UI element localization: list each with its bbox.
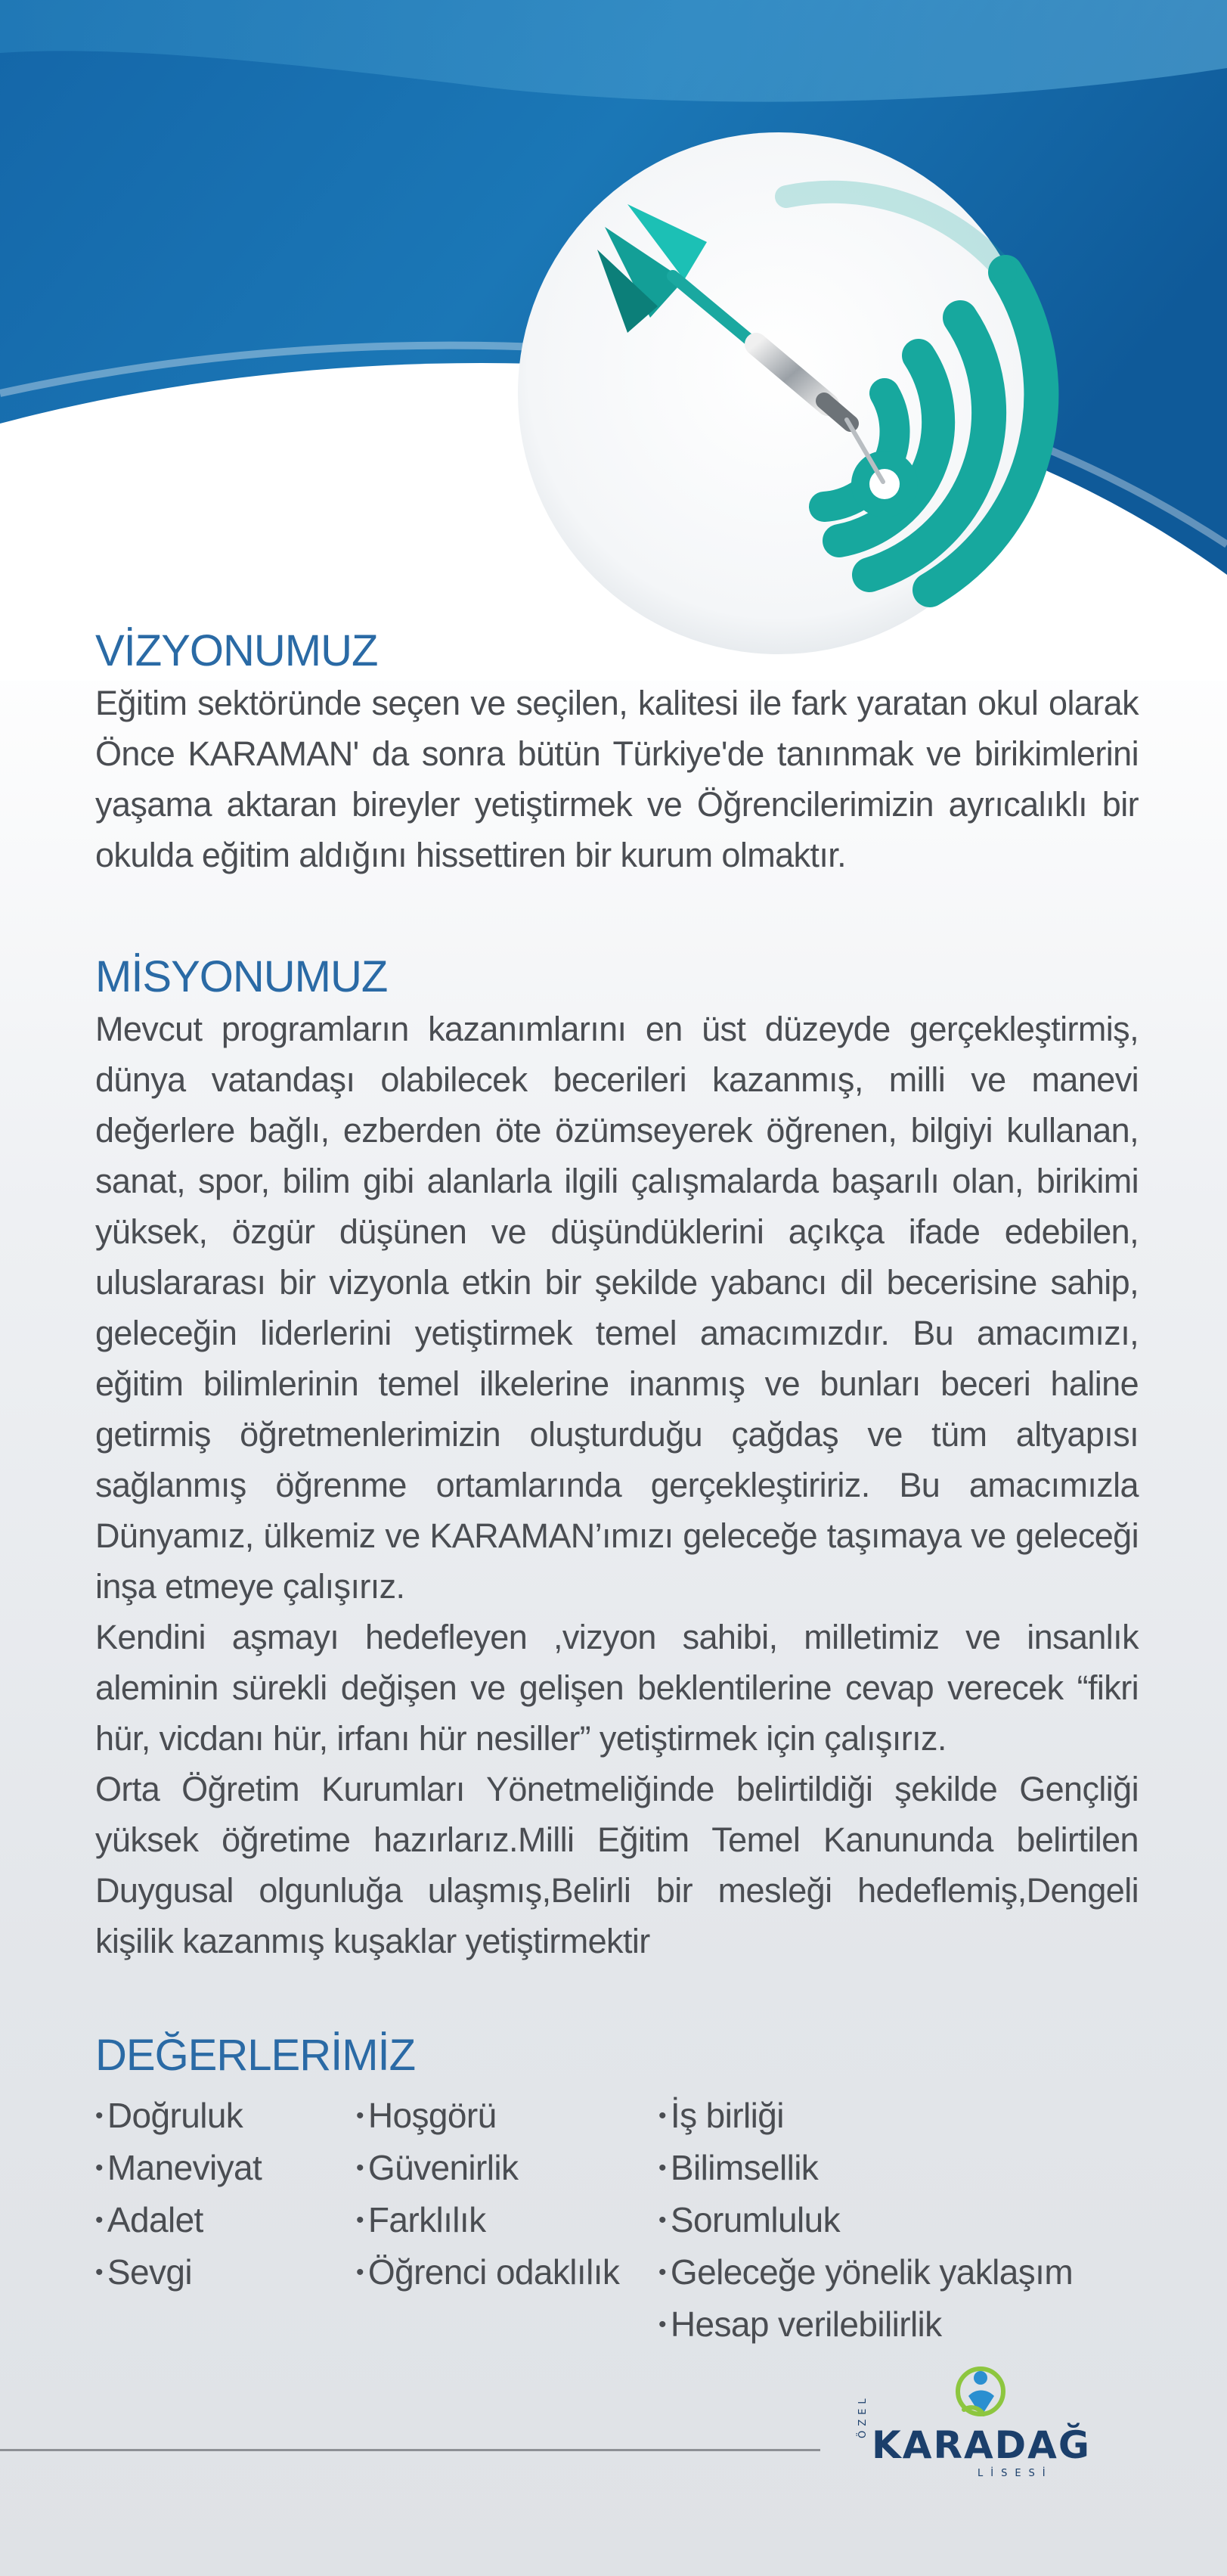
value-item	[95, 2142, 262, 2194]
value-item	[95, 2194, 262, 2246]
logo-bottom-text: LİSESİ	[978, 2468, 1053, 2479]
bullet-icon: •	[95, 2260, 103, 2285]
footer-divider	[0, 2449, 820, 2451]
bullet-icon: •	[658, 2208, 666, 2233]
value-label: Öğrenci odaklılık	[367, 2252, 620, 2292]
bullet-icon: •	[95, 2103, 103, 2128]
mission-paragraph-3: Orta Öğretim Kurumları Yönetmeliğinde belirtildiği şekilde Gençliği yüksek öğretime hazırlarız.Milli Eğitim Temel Kanununda belirtilen Duygusal olgunluğa ulaşmış,Belirli bir mesleği hedeflemiş,Dengeli kişilik kazanmış kuşaklar yetiştirmektir	[95, 1770, 1139, 1960]
header-banner	[0, 0, 1227, 681]
values-section	[95, 2029, 1139, 2344]
values-title: DEĞERLERİMİZ	[95, 2031, 416, 2080]
value-label: Hesap verilebilirlik	[670, 2304, 942, 2344]
value-label: İş birliği	[670, 2096, 784, 2135]
value-label: Adalet	[107, 2200, 203, 2239]
value-label: Sorumluluk	[670, 2200, 840, 2239]
mission-section	[95, 951, 1139, 1966]
value-label: Geleceğe yönelik yaklaşım	[670, 2252, 1074, 2292]
value-item	[95, 2246, 262, 2298]
value-label: Maneviyat	[107, 2148, 262, 2187]
dart-target-icon	[518, 132, 1041, 654]
values-list	[95, 2090, 1139, 2344]
bullet-icon: •	[356, 2208, 364, 2233]
logo-name: KARADAĞ	[872, 2423, 1091, 2467]
mission-text	[95, 1004, 1139, 1966]
value-label: Doğruluk	[107, 2096, 243, 2135]
bullet-icon: •	[658, 2260, 666, 2285]
value-label: Hoşgörü	[367, 2096, 497, 2135]
mission-paragraph-1: Mevcut programların kazanımlarını en üst düzeyde gerçekleştirmiş, dünya vatandaşı olabilecek becerileri kazanmış, milli ve manevi değerlere bağlı, ezberden öte özümseyerek öğrenen, bilgiyi kullanan, sanat, spor, bilim gibi alanlarla ilgili çalışmalarda başarılı olan, birikimi yüksek, özgür düşünen ve düşündüklerini açıkça ifade edebilen, uluslararası bir vizyonla etkin bir şekilde yabancı dil becerisine sahip, geleceğin liderlerini yetiştirmek temel amacımızdır. Bu amacımızı, eğitim bilimlerinin temel ilkelerine inanmış ve bunları beceri haline getirmiş öğretmenlerimizin oluşturduğu çağdaş ve tüm altyapısı sağlanmış öğrenme ortamlarında gerçekleştiririz. Bu amacımızla Dünyamız, ülkemiz ve KARAMAN’ımızı geleceğe taşımaya ve geleceği inşa etmeye çalışırız.	[95, 1010, 1139, 1606]
logo-top-text: ÖZEL	[857, 2394, 869, 2438]
values-column-1	[95, 2090, 262, 2298]
mission-title: MİSYONUMUZ	[95, 952, 388, 1001]
bullet-icon: •	[658, 2312, 666, 2337]
value-item	[658, 2090, 1073, 2142]
bullet-icon: •	[356, 2103, 364, 2128]
value-item	[658, 2194, 1073, 2246]
value-label: Güvenirlik	[367, 2148, 519, 2187]
vision-title: VİZYONUMUZ	[95, 626, 378, 675]
school-logo	[851, 2366, 1123, 2494]
mission-paragraph-2: Kendini aşmayı hedefleyen ,vizyon sahibi, milletimiz ve insanlık aleminin sürekli değişen ve gelişen beklentilerine cevap verecek “fikri hür, vicdanı hür, irfanı hür nesiller” yetiştirmek için çalışırız.	[95, 1618, 1139, 1758]
person-figure-icon	[958, 2369, 1003, 2414]
values-column-3	[658, 2090, 1073, 2351]
value-item	[658, 2298, 1073, 2351]
bullet-icon: •	[658, 2155, 666, 2180]
value-label: Farklılık	[367, 2200, 486, 2239]
values-column-2	[356, 2090, 619, 2298]
vision-section	[95, 625, 1139, 880]
value-item	[658, 2246, 1073, 2298]
value-item	[95, 2090, 262, 2142]
vision-text	[95, 678, 1139, 880]
vision-paragraph: Eğitim sektöründe seçen ve seçilen, kalitesi ile fark yaratan okul olarak Önce KARAMAN' da sonra bütün Türkiye'de tanınmak ve birikimlerini yaşama aktaran bireyler yetiştirmek ve Öğrencilerimizin ayrıcalıklı bir okulda eğitim aldığını hissettiren bir kurum olmaktır.	[95, 684, 1139, 874]
bullet-icon: •	[95, 2208, 103, 2233]
value-item	[356, 2194, 619, 2246]
value-item	[356, 2090, 619, 2142]
value-item	[356, 2246, 619, 2298]
bullet-icon: •	[95, 2155, 103, 2180]
bullet-icon: •	[356, 2260, 364, 2285]
value-item	[356, 2142, 619, 2194]
value-label: Sevgi	[107, 2252, 192, 2292]
bullet-icon: •	[658, 2103, 666, 2128]
value-item	[658, 2142, 1073, 2194]
value-label: Bilimsellik	[670, 2148, 819, 2187]
bullet-icon: •	[356, 2155, 364, 2180]
